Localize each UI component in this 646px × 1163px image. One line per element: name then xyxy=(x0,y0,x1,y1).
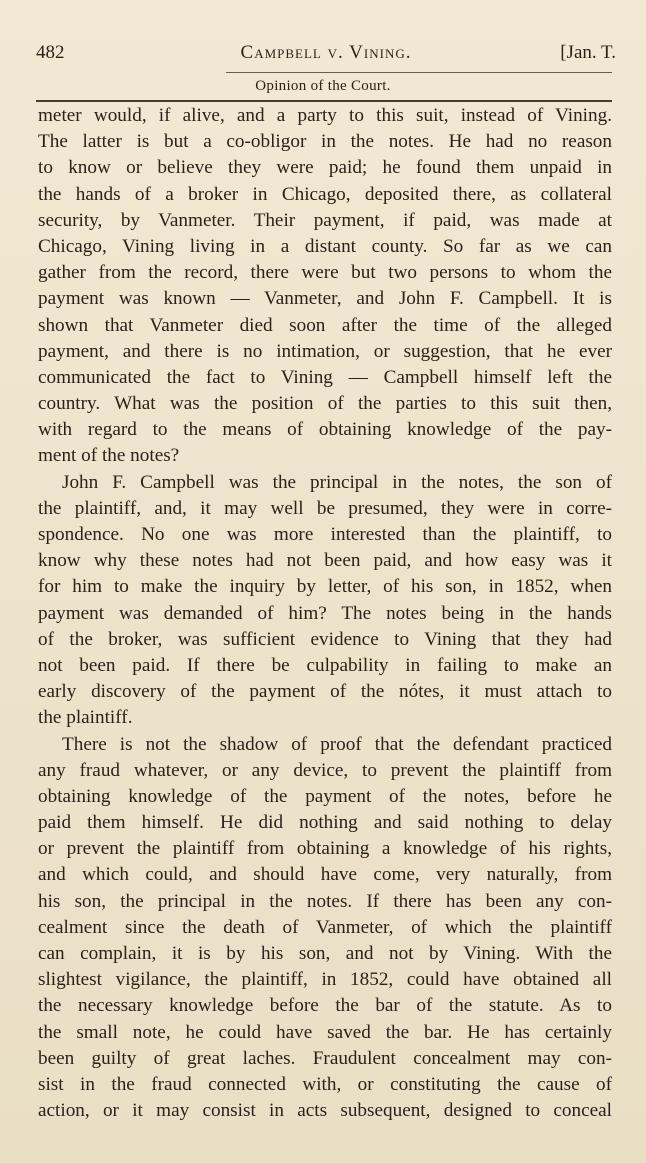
subheading-rule xyxy=(36,100,612,102)
running-head xyxy=(36,42,616,72)
header-rule xyxy=(226,72,612,73)
text-line: payment was known — Vanmeter, and John F. Campbell. It is xyxy=(38,288,612,310)
text-line: can complain, it is by his son, and not by Vining. With the xyxy=(38,943,612,964)
text-line: for him to make the inquiry by letter, of his son, in 1852, when xyxy=(38,576,612,598)
text-line: security, by Vanmeter. Their payment, if paid, was made at xyxy=(38,209,612,231)
text-line: ment of the notes? xyxy=(38,445,180,467)
text-line: payment was demanded of him? The notes being in the hands xyxy=(38,602,612,624)
text-line: John F. Campbell was the principal in the notes, the son of xyxy=(62,471,612,493)
text-line: early discovery of the payment of the nótes, it must attach to xyxy=(38,681,612,703)
text-line: sist in the fraud connected with, or constituting the cause of xyxy=(38,1073,612,1095)
text-line: the necessary knowledge before the bar of the statute. As to xyxy=(38,995,612,1017)
page-number: 482 xyxy=(36,42,65,63)
text-line: The latter is but a co-obligor in the notes. He had no reason xyxy=(38,131,612,153)
text-line: not been paid. If there be culpability in failing to make an xyxy=(38,654,612,676)
text-line: paid them himself. He did nothing and said nothing to delay xyxy=(38,812,612,834)
text-line: the plaintiff. xyxy=(38,707,133,729)
text-line: of the broker, was sufficient evidence to Vining that they had xyxy=(38,628,612,650)
case-title: Campbell v. Vining. xyxy=(240,42,412,63)
text-line: spondence. No one was more interested than the plaintiff, to xyxy=(38,524,612,545)
text-line: slightest vigilance, the plaintiff, in 1852, could have obtained all xyxy=(38,969,612,991)
text-line: and which could, and should have come, very naturally, from xyxy=(38,864,612,886)
text-line: cealment since the death of Vanmeter, of which the plaintiff xyxy=(38,916,612,938)
text-line: with regard to the means of obtaining knowledge of the pay- xyxy=(38,419,612,441)
text-line: the small note, he could have saved the bar. He has certainly xyxy=(38,1021,612,1043)
text-line: country. What was the position of the parties to this suit then, xyxy=(38,393,612,415)
text-line: or prevent the plaintiff from obtaining a knowledge of his rights, xyxy=(38,838,612,860)
text-line: any fraud whatever, or any device, to prevent the plaintiff from xyxy=(38,759,612,781)
section-subheading: Opinion of the Court. xyxy=(255,78,391,94)
text-line: action, or it may consist in acts subsequent, designed to conceal xyxy=(38,1100,612,1122)
text-line: the hands of a broker in Chicago, deposited there, as collateral xyxy=(38,183,612,205)
text-line: know why these notes had not been paid, and how easy was it xyxy=(38,550,612,572)
text-line: Chicago, Vining living in a distant county. So far as we can xyxy=(38,235,612,257)
text-line: There is not the shadow of proof that the defendant practiced xyxy=(62,733,612,755)
text-line: been guilty of great laches. Fraudulent concealment may con- xyxy=(38,1047,612,1069)
opinion-text xyxy=(38,103,612,1124)
text-line: the plaintiff, and, it may well be presumed, they were in corre- xyxy=(38,497,612,519)
text-line: his son, the principal in the notes. If there has been any con- xyxy=(38,890,612,912)
text-line: obtaining knowledge of the payment of the notes, before he xyxy=(38,785,612,807)
text-line: meter would, if alive, and a party to this suit, instead of Vining. xyxy=(38,105,612,126)
text-line: to know or believe they were paid; he found them unpaid in xyxy=(38,157,612,179)
court-term: [Jan. T. xyxy=(560,42,616,63)
text-line: shown that Vanmeter died soon after the time of the alleged xyxy=(38,314,612,336)
text-line: payment, and there is no intimation, or suggestion, that he ever xyxy=(38,340,612,362)
text-line: gather from the record, there were but two persons to whom the xyxy=(38,262,612,284)
text-line: communicated the fact to Vining — Campbell himself left the xyxy=(38,366,612,388)
